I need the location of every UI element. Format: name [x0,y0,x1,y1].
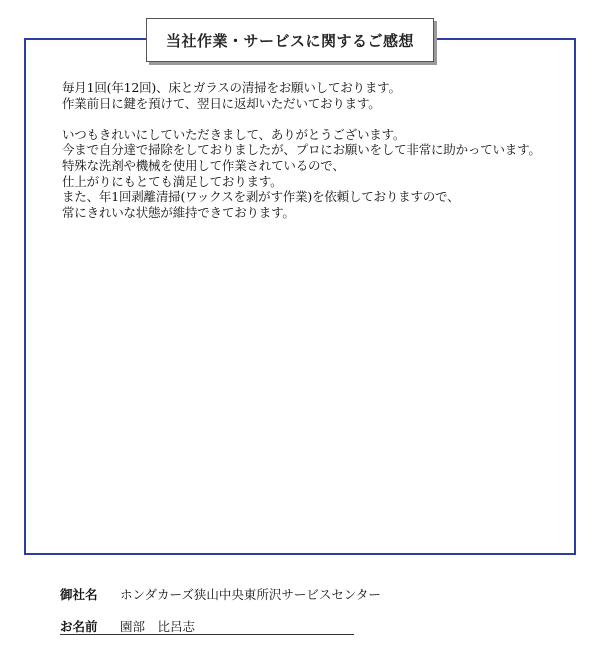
person-name: 園部 比呂志 [119,619,195,634]
page-title: 当社作業・サービスに関するご感想 [146,18,434,62]
feedback-line: いつもきれいにしていただきまして、ありがとうございます。 [62,126,406,142]
feedback-line: また、年1回剥離清掃(ワックスを剥がす作業)を依頼しておりますので、 [62,189,460,205]
name-underline [60,634,354,635]
feedback-body [62,80,572,220]
feedback-line: 今まで自分達で掃除をしておりましたが、プロにお願いをして非常に助かっています。 [62,142,541,158]
company-row [60,585,381,603]
feedback-line: 作業前日に鍵を預けて、翌日に返却いただいております。 [62,95,381,111]
paragraph-gap [62,111,572,127]
feedback-line: 毎月1回(年12回)、床とガラスの清掃をお願いしております。 [62,80,401,95]
feedback-line: 仕上がりにもとても満足しております。 [62,173,283,189]
name-label: お名前 [60,619,98,634]
name-row [60,617,195,635]
company-label: 御社名 [60,587,98,602]
company-name: ホンダカーズ狭山中央東所沢サービスセンター [119,587,381,602]
feedback-line: 特殊な洗剤や機械を使用して作業されているので、 [62,157,345,173]
feedback-line: 常にきれいな状態が維持できております。 [62,204,295,220]
